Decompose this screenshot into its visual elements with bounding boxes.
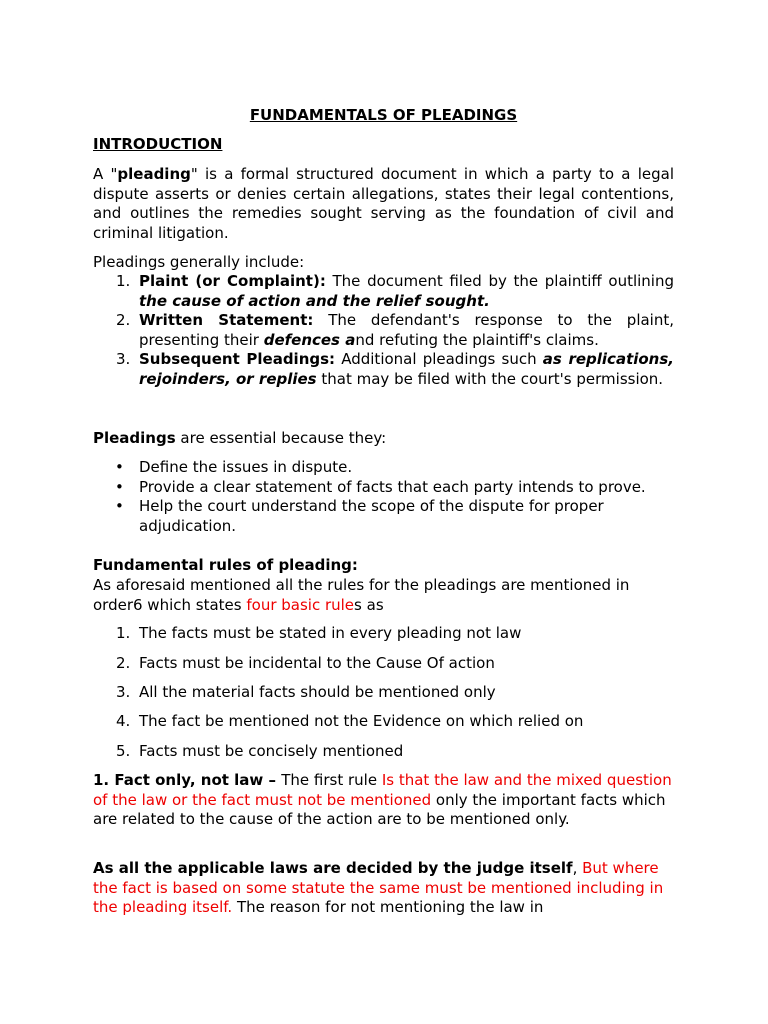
fact-only-heading: 1. Fact only, not law – [93, 771, 282, 789]
list-number: 3. [116, 350, 131, 369]
rules-intro-text: As aforesaid mentioned all the rules for the pleadings are mentioned in order6 which states [93, 576, 630, 614]
bullet-icon: • [115, 477, 124, 496]
rule-text: All the material facts should be mentioned only [139, 683, 496, 701]
bullet-text: Define the issues in dispute. [139, 458, 353, 476]
fact-only-paragraph [93, 771, 674, 830]
list-item-after: nd refuting the plaintiff's claims. [355, 330, 599, 349]
list-item-label: Plaint (or Complaint): [139, 272, 326, 290]
rules-heading: Fundamental rules of pleading: [93, 556, 358, 574]
list-item-emphasis: as replications, rejoinders, or replies [139, 350, 674, 388]
intro-term-pleading: pleading [117, 165, 191, 183]
rule-item [93, 683, 674, 703]
rule-number: 1. [116, 624, 131, 642]
rule-number: 3. [116, 683, 131, 701]
rule-item [93, 654, 674, 674]
fact-only-text: The first rule [281, 771, 382, 789]
intro-text-start: A " [93, 165, 118, 183]
applicable-heading: As all the applicable laws are decided by the judge itself [93, 859, 573, 877]
applicable-laws-paragraph [93, 859, 674, 918]
rule-number: 2. [116, 654, 131, 672]
rule-text: Facts must be concisely mentioned [139, 742, 404, 760]
document-title: FUNDAMENTALS OF PLEADINGS [249, 106, 518, 124]
list-item [93, 350, 674, 389]
list-number: 2. [116, 311, 131, 330]
fact-only-text-end: only the important facts which are related to the cause of the action are to be mentioned only. [93, 790, 666, 829]
rule-text: The fact be mentioned not the Evidence on which relied on [139, 712, 584, 730]
bullet-item [93, 497, 674, 536]
rule-item [93, 712, 674, 732]
essential-text: are essential because they: [175, 429, 387, 447]
list-number: 1. [116, 272, 131, 290]
bullet-item [93, 478, 674, 498]
rule-item [93, 624, 674, 644]
fact-only-highlight: Is that the law and the mixed question of the law or the fact must not be mentioned [93, 771, 672, 809]
list-item-text: The defendant's response to the plaint, presenting their [139, 311, 675, 349]
rules-intro-end: s as [354, 595, 384, 614]
list-item-text: Additional pleadings such [335, 350, 543, 369]
list-item-emphasis: defences a [263, 330, 356, 349]
intro-heading: INTRODUCTION [93, 135, 223, 153]
list-item-emphasis: the cause of action and the relief sought. [139, 291, 490, 310]
list-item [93, 272, 674, 311]
rule-number: 4. [116, 712, 131, 730]
bullet-item [93, 458, 674, 478]
rule-item [93, 742, 674, 762]
list-item-label: Written Statement: [139, 311, 314, 330]
rules-intro-highlight: four basic rule [246, 595, 355, 614]
rules-intro [93, 576, 674, 615]
bullet-icon: • [115, 497, 124, 516]
list-item [93, 311, 674, 350]
rule-text: Facts must be incidental to the Cause Of action [139, 654, 495, 672]
pleadings-include-label: Pleadings generally include: [93, 253, 305, 271]
intro-paragraph [93, 165, 674, 243]
bullet-icon: • [115, 458, 124, 476]
rule-text: The facts must be stated in every pleading not law [139, 624, 522, 642]
list-item-text: The document filed by the plaintiff outlining [325, 272, 674, 290]
intro-text-rest: " is a formal structured document in which a party to a legal dispute asserts or denies certain allegations, states their legal contentions, and outlines the remedies sought serving as the foundation of civil and criminal litigation. [93, 165, 674, 242]
bullet-text: Help the court understand the scope of the dispute for proper adjudication. [139, 497, 604, 535]
applicable-text-end: The reason for not mentioning the law in [232, 898, 544, 917]
pleadings-list [93, 272, 674, 390]
essential-bullet-list [93, 458, 674, 536]
list-item-after: that may be filed with the court's permission. [316, 369, 664, 388]
bullet-text: Provide a clear statement of facts that each party intends to prove. [139, 477, 646, 496]
essential-paragraph [93, 429, 674, 449]
list-item-label: Subsequent Pleadings: [139, 350, 336, 369]
applicable-highlight: But where the fact is based on some statute the same must be mentioned including in the pleading itself. [93, 859, 664, 917]
essential-term: Pleadings [93, 429, 176, 447]
rule-number: 5. [116, 742, 131, 760]
applicable-comma: , [572, 859, 578, 877]
